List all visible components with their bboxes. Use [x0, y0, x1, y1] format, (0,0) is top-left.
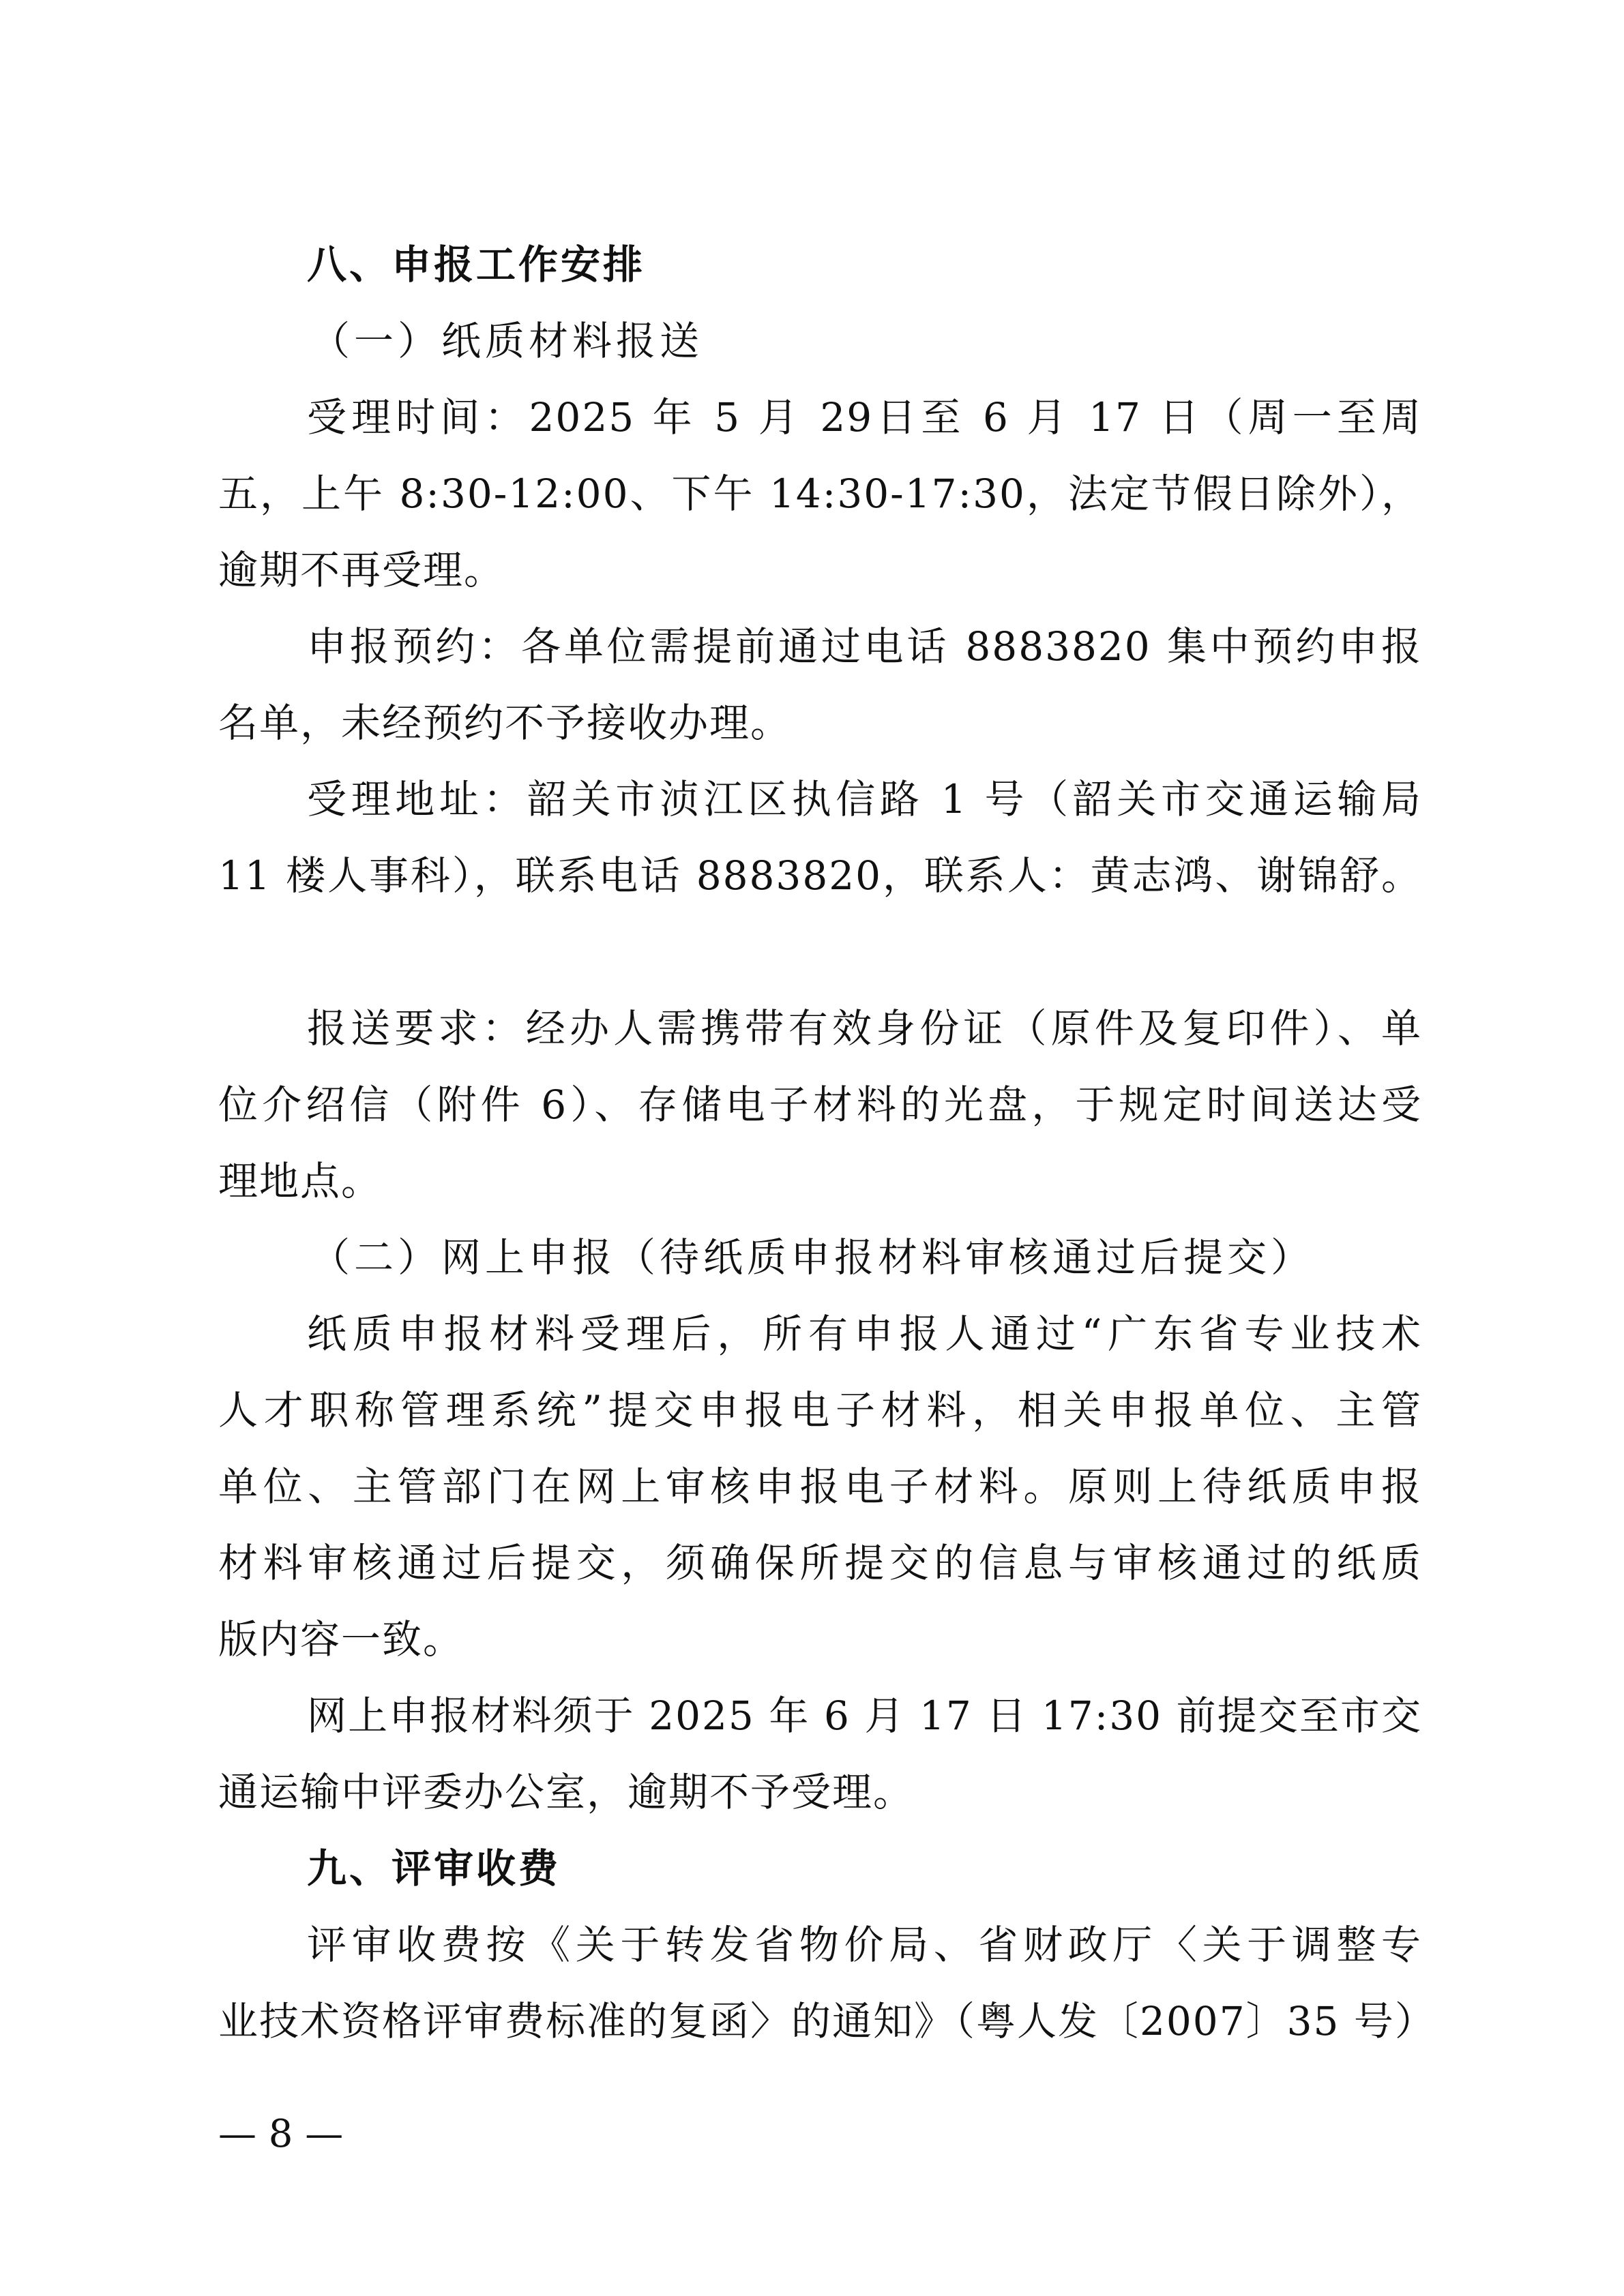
paragraph-line: 通运输中评委办公室，逾期不予受理。 [218, 1769, 915, 1815]
paragraph-line: 位介绍信（附件 6）、存储电子材料的光盘，于规定时间送达受 [218, 1082, 1422, 1128]
page-number: — 8 — [218, 2112, 344, 2156]
paragraph-line: 受理地址：韶关市浈江区执信路 1 号（韶关市交通运输局 [307, 776, 1422, 822]
paragraph-line: 名单，未经预约不予接收办理。 [218, 700, 792, 746]
paragraph-line: 逾期不再受理。 [218, 547, 505, 593]
paragraph-line: 单位、主管部门在网上审核申报电子材料。原则上待纸质申报 [218, 1463, 1422, 1510]
subsection-1-title: （一）纸质材料报送 [310, 318, 704, 364]
subsection-2-title: （二）网上申报（待纸质申报材料审核通过后提交） [310, 1234, 1315, 1281]
paragraph-line: 评审收费按《关于转发省物价局、省财政厅〈关于调整专 [307, 1922, 1422, 1968]
section-9-heading: 九、评审收费 [307, 1845, 561, 1892]
paragraph-line: 理地点。 [218, 1158, 383, 1204]
paragraph-line: 报送要求：经办人需携带有效身份证（原件及复印件）、单 [307, 1005, 1422, 1052]
paragraph-line: 11 楼人事科），联系电话 8883820，联系人：黄志鸿、谢锦舒。 [218, 852, 1422, 899]
paragraph-line: 纸质申报材料受理后，所有申报人通过“广东省专业技术 [307, 1311, 1422, 1357]
section-8-heading: 八、申报工作安排 [307, 241, 646, 288]
paragraph-line: 受理时间：2025 年 5 月 29日至 6 月 17 日（周一至周 [307, 394, 1422, 441]
paragraph-line: 人才职称管理系统”提交申报电子材料，相关申报单位、主管 [218, 1387, 1422, 1433]
paragraph-line: 五，上午 8:30-12:00、下午 14:30-17:30，法定节假日除外）， [218, 471, 1422, 517]
paragraph-line: 版内容一致。 [218, 1616, 464, 1663]
paragraph-line: 申报预约：各单位需提前通过电话 8883820 集中预约申报 [307, 623, 1422, 670]
paragraph-line: 业技术资格评审费标准的复函〉的通知》（粤人发〔2007〕35 号） [218, 1998, 1436, 2044]
paragraph-line: 材料审核通过后提交，须确保所提交的信息与审核通过的纸质 [218, 1540, 1422, 1586]
paragraph-line: 网上申报材料须于 2025 年 6 月 17 日 17:30 前提交至市交 [307, 1693, 1422, 1739]
